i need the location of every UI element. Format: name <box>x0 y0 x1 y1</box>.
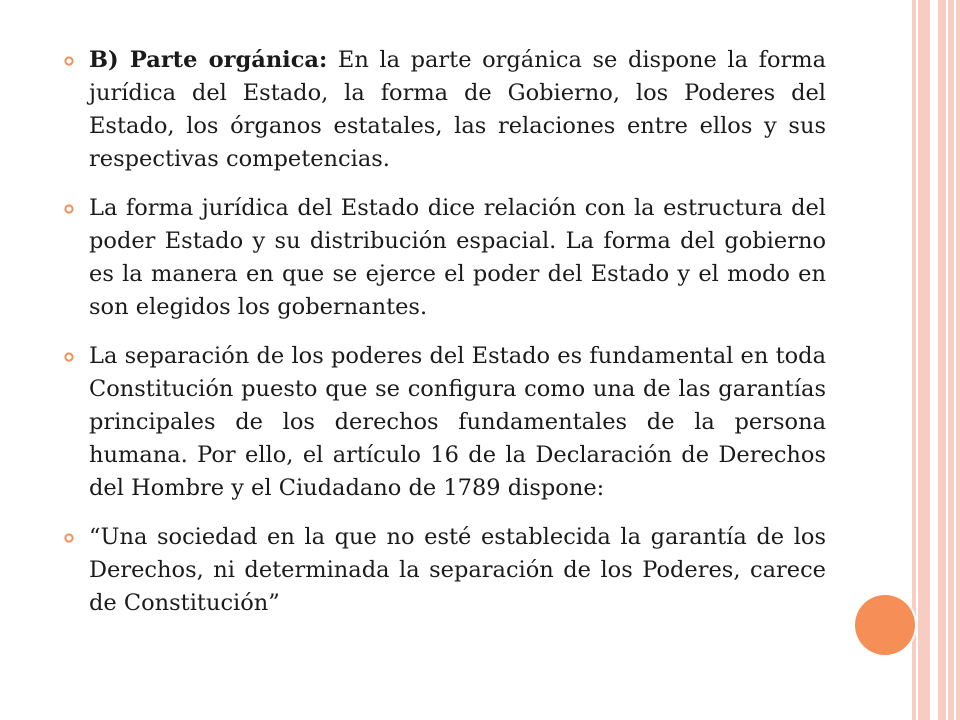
bullet-list <box>64 44 826 636</box>
bullet-text: La separación de los poderes del Estado es fundamental en toda Constitución puesto que se configura como una de las garantías principales de los derechos fundamentales de la persona humana. Por ello, el artículo 16 de la Declaración de Derechos del Hombre y el Ciudadano de 1789 dispone: <box>89 343 826 501</box>
circle-bullet-icon <box>64 56 74 66</box>
band-stripe <box>916 0 918 720</box>
bullet-body: En la parte orgánica se dispone la forma jurídica del Estado, la forma de Gobierno, los Poderes del Estado, los órganos estatales, las relaciones entre ellos y sus respectivas competencias. <box>89 47 826 172</box>
decorative-circle <box>855 595 915 655</box>
bullet-item-quote <box>64 521 826 620</box>
bullet-lead: B) Parte orgánica: <box>89 47 328 73</box>
band-stripe <box>930 0 938 720</box>
band-stripe <box>946 0 948 720</box>
bullet-text: “Una sociedad en la que no esté establecida la garantía de los Derechos, ni determinada la separación de los Poderes, carece de Constitución” <box>89 524 826 616</box>
bullet-item-legal-form <box>64 192 826 324</box>
band-stripe <box>954 0 956 720</box>
circle-bullet-icon <box>64 352 74 362</box>
bullet-item-separation-of-powers <box>64 340 826 505</box>
circle-bullet-icon <box>64 204 74 214</box>
bullet-text <box>89 44 826 176</box>
bullet-item-organic-part <box>64 44 826 176</box>
circle-bullet-icon <box>64 533 74 543</box>
bullet-text: La forma jurídica del Estado dice relación con la estructura del poder Estado y su distribución espacial. La forma del gobierno es la manera en que se ejerce el poder del Estado y el modo en son elegidos los gobernantes. <box>89 195 826 320</box>
